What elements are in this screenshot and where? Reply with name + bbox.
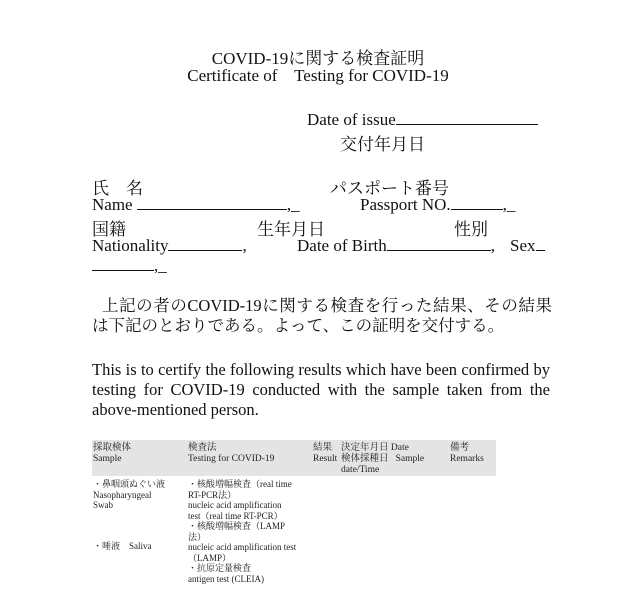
sex-line[interactable] (92, 256, 154, 271)
dob-label-jp: 生年月日 (257, 220, 325, 239)
method-rt-pcr: ・核酸増幅検査（real time RT-PCR法） nucleic acid amplification test（real time RT-PCR） (188, 479, 292, 521)
method-antigen: ・抗原定量検査 antigen test (CLEIA) (188, 563, 264, 584)
date-of-issue-label-jp: 交付年月日 (340, 135, 425, 154)
sex-suffix: ,_ (154, 256, 167, 275)
results-table-header (92, 440, 496, 476)
nationality-label: Nationality (92, 236, 169, 255)
certification-text-en: This is to certify the following results which have been confirmed by testing for COVID-19 conducted with the sample taken from the above-mentioned person. (92, 360, 550, 419)
sample-nasopharyngeal: ・鼻咽頭ぬぐい液 Nasopharyngeal Swab (93, 479, 166, 510)
certification-text-jp: 上記の者のCOVID-19に関する検査を行った結果、その結果は下記のとおりである。よって、この証明を交付する。 (92, 296, 552, 335)
sex-continuation (92, 256, 167, 276)
passport-field (360, 195, 515, 215)
dob-label: Date of Birth (297, 236, 387, 255)
col-method-header: 検査法 Testing for COVID-19 (188, 443, 275, 464)
name-label-jp: 氏 名 (92, 179, 143, 198)
sex-line-end[interactable] (536, 236, 545, 251)
sex-field (510, 236, 545, 256)
sex-label-jp: 性別 (454, 220, 488, 239)
dob-line[interactable] (387, 236, 491, 251)
name-suffix: ,_ (286, 195, 300, 214)
name-line[interactable] (137, 195, 287, 210)
nationality-label-jp: 国籍 (92, 220, 126, 239)
col-remarks-header: 備考 Remarks (450, 443, 484, 464)
title-english: Certificate of Testing for COVID-19 (187, 66, 449, 85)
passport-suffix: ,_ (502, 195, 516, 214)
title-japanese: COVID-19に関する検査証明 (211, 49, 425, 68)
nationality-line[interactable] (168, 236, 242, 251)
sample-saliva: ・唾液 Saliva (93, 541, 152, 551)
date-of-issue-line[interactable] (396, 110, 538, 125)
passport-label-jp: パスポート番号 (330, 179, 449, 198)
date-of-issue-field (307, 110, 538, 130)
sex-label: Sex (510, 236, 536, 255)
passport-line[interactable] (451, 195, 503, 210)
dob-field: Date of Birth , (297, 236, 495, 255)
name-label: Name (92, 195, 133, 214)
date-of-issue-label: Date of issue (307, 110, 396, 129)
passport-label: Passport NO. (360, 195, 451, 214)
name-field (92, 195, 300, 215)
col-date-header: 決定年月日 Date 検体採種日 Sample date/Time (341, 443, 425, 475)
col-sample-header: 採取検体 Sample (93, 443, 132, 464)
col-result-header: 結果 Result (313, 443, 338, 464)
nationality-field: Nationality , (92, 236, 247, 255)
method-lamp: ・核酸増幅検査（LAMP 法） nucleic acid amplification test （LAMP） (188, 521, 297, 563)
